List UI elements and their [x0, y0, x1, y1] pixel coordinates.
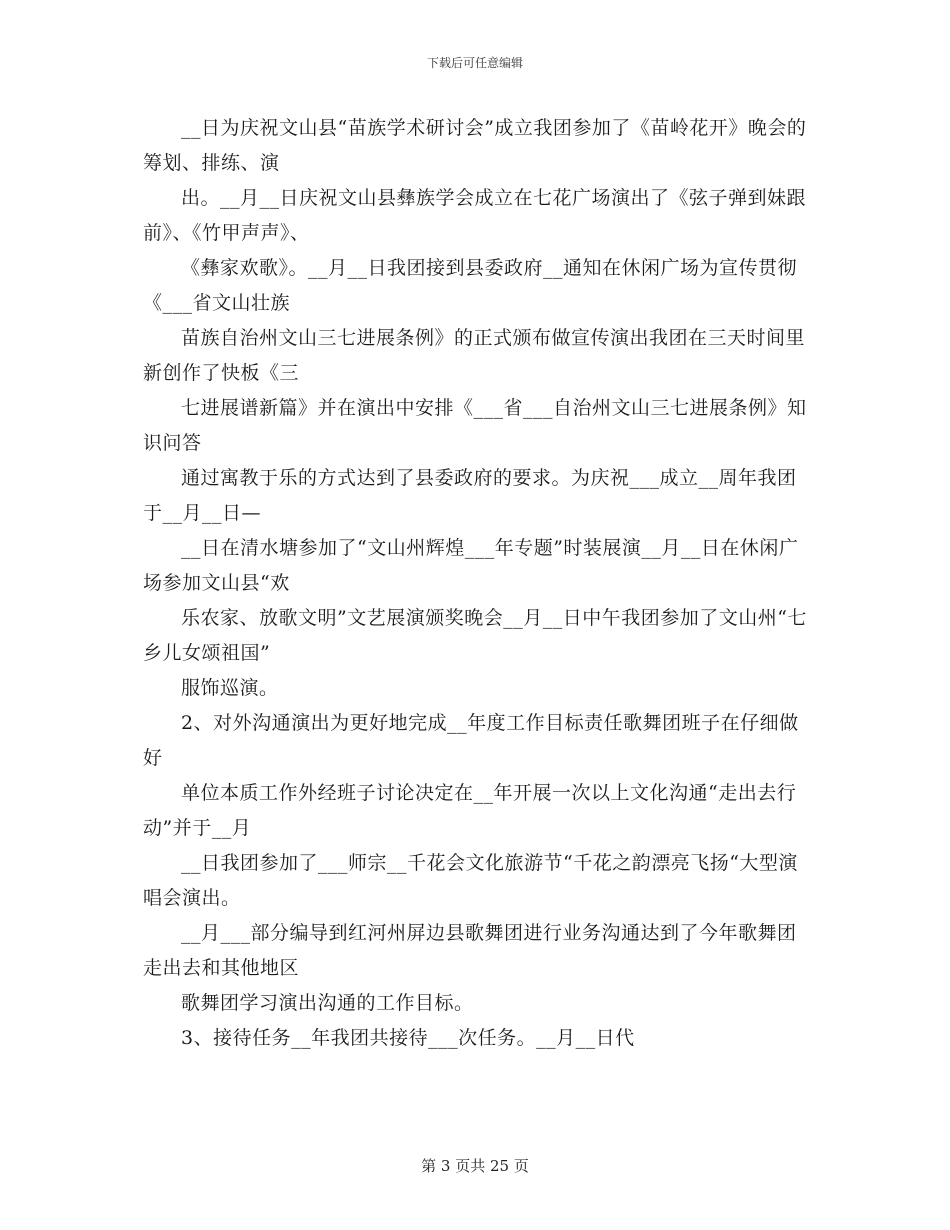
- paragraph: __月___部分编导到红河州屏边县歌舞团进行业务沟通达到了今年歌舞团走出去和其他地区: [143, 922, 797, 979]
- paragraph: 乐农家、放歌文明”文艺展演颁奖晚会__月__日中午我团参加了文山州“七乡儿女颂祖国”: [143, 607, 807, 664]
- paragraph: __日在清水塘参加了“文山州辉煌___年专题”时装展演__月__日在休闲广场参加文山县“欢: [143, 537, 799, 594]
- paragraph: 服饰巡演。: [181, 677, 279, 699]
- paragraph: 《彝家欢歌》。__月__日我团接到县委政府__通知在休闲广场为宣传贯彻《___省文山壮族: [143, 257, 798, 314]
- paragraph: __日我团参加了___师宗__千花会文化旅游节“千花之韵漂亮飞扬“大型演唱会演出。: [143, 852, 798, 909]
- paragraph: 苗族自治州文山三七进展条例》的正式颁布做宣传演出我团在三天时间里新创作了快板《三: [143, 327, 806, 384]
- paragraph: 2、对外沟通演出为更好地完成__年度工作目标责任歌舞团班子在仔细做好: [143, 712, 799, 769]
- page-header: 下载后可任意编辑: [426, 56, 523, 70]
- paragraph: 歌舞团学习演出沟通的工作目标。: [181, 992, 474, 1014]
- page-number: 第 3 页共 25 页: [421, 1157, 529, 1175]
- document-body: [143, 111, 808, 1056]
- paragraph: 单位本质工作外经班子讨论决定在__年开展一次以上文化沟通“走出去行动”并于__月: [143, 782, 797, 839]
- paragraph: 七进展谱新篇》并在演出中安排《___省___自治州文山三七进展条例》知识问答: [143, 397, 807, 454]
- paragraph: 出。__月__日庆祝文山县彝族学会成立在七花广场演出了《弦子弹到妹跟前》、《竹甲声声》、: [143, 187, 807, 244]
- paragraph: __日为庆祝文山县“苗族学术研讨会”成立我团参加了《苗岭花开》晚会的筹划、排练、演: [143, 117, 807, 174]
- paragraph: 通过寓教于乐的方式达到了县委政府的要求。为庆祝___成立__周年我团于__月__日—: [143, 467, 797, 524]
- paragraph: 3、接待任务__年我团共接待___次任务。__月__日代: [181, 1027, 635, 1049]
